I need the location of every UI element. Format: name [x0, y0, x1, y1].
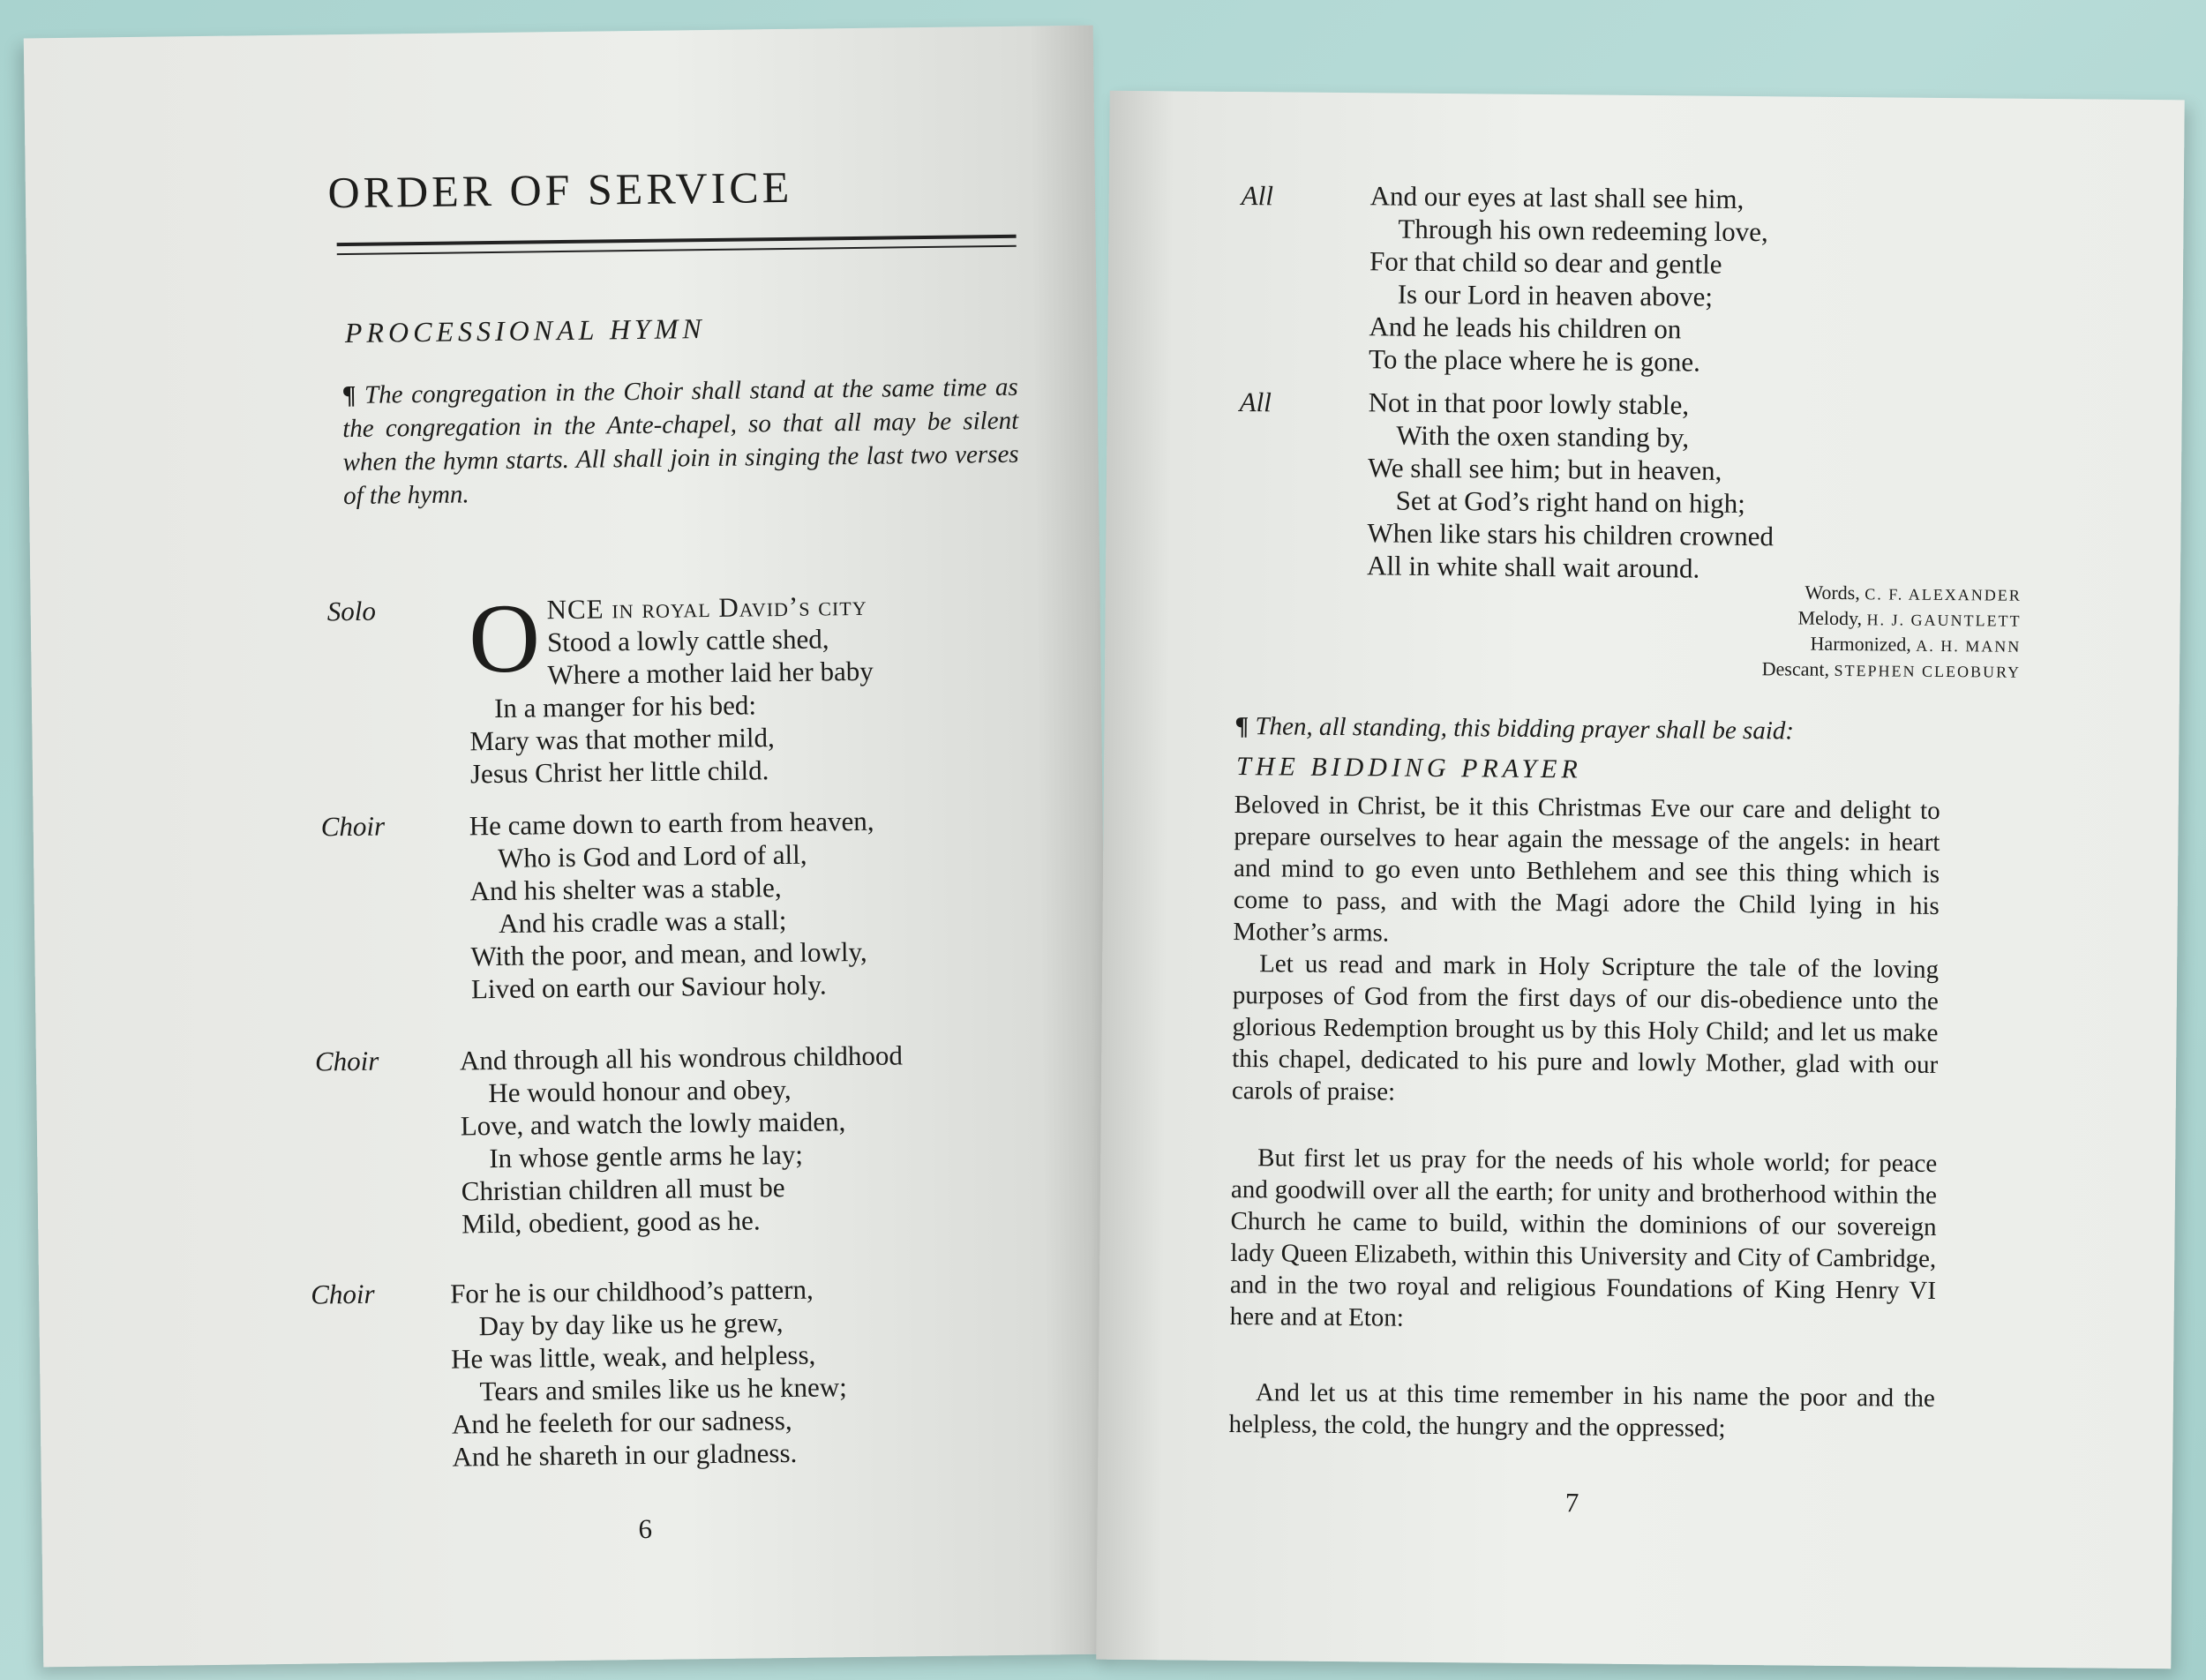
hymn-verse	[468, 583, 874, 790]
verse-line: We shall see him; but in heaven,	[1367, 452, 1722, 486]
verse-line: And his shelter was a stable,	[469, 872, 782, 907]
credit-line	[1762, 631, 2022, 659]
credit-label: Descant,	[1761, 657, 1830, 680]
credit-name: A. H. MANN	[1916, 636, 2022, 656]
verse-line: All in white shall wait around.	[1366, 550, 1700, 584]
page-number: 7	[1564, 1487, 1579, 1519]
credit-line	[1762, 580, 2022, 608]
verse-line: Christian children all must be	[461, 1172, 785, 1207]
verse-speaker: All	[1241, 180, 1274, 212]
hymn-verse	[469, 805, 875, 1006]
verse-line: With the oxen standing by,	[1396, 419, 1690, 454]
verse-line: Who is God and Lord of all,	[497, 838, 807, 874]
pilcrow-mark: ¶	[1234, 711, 1249, 741]
page-number: 6	[638, 1512, 653, 1545]
title-rule-thick	[337, 235, 1017, 246]
rubric-text: Then, all standing, this bidding prayer shall be said:	[1255, 712, 1795, 746]
verse-line: He was little, weak, and helpless,	[450, 1339, 816, 1375]
bidding-rubric	[1234, 709, 1794, 748]
verse-line: And he feeleth for our sadness,	[451, 1404, 792, 1440]
verse-line: Where a mother laid her baby	[547, 655, 874, 691]
bidding-prayer-heading: THE BIDDING PRAYER	[1235, 751, 1582, 784]
verse-speaker: Choir	[320, 810, 386, 843]
credit-name: STEPHEN CLEOBURY	[1834, 661, 2022, 681]
pilcrow-mark: ¶	[341, 380, 356, 410]
verse-line: Tears and smiles like us he knew;	[479, 1371, 847, 1407]
prayer-paragraph	[1232, 948, 1940, 1113]
verse-line: For he is our childhood’s pattern,	[449, 1273, 814, 1309]
hymn-verse	[1369, 179, 1768, 379]
verse-line: Is our Lord in heaven above;	[1397, 278, 1714, 312]
processional-rubric	[342, 371, 1020, 513]
rubric-text: The congregation in the Choir shall stand at the same time as the congregation in the Ante-chapel, so that all may be silent when the hymn starts. All shall join in singing the last two verses of the hymn.	[342, 372, 1019, 511]
verse-speaker: Solo	[326, 595, 377, 627]
verse-line: He would honour and obey,	[488, 1073, 792, 1109]
hymn-credits	[1762, 580, 2022, 685]
verse-line: Lived on earth our Saviour holy.	[470, 969, 827, 1005]
verse-line: To the place where he is gone.	[1368, 343, 1700, 378]
verse-line: And he shareth in our gladness.	[452, 1436, 798, 1473]
verse-line: Set at God’s right hand on high;	[1395, 484, 1745, 520]
paragraph-text: Let us read and mark in Holy Scripture the tale of the loving purposes of God from the first days of our dis-obedience unto the glorious Redemption brought us by this Holy Child; and let us make this chapel, dedicated to his pure and lowly Mother, glad with our carols of praise:	[1231, 949, 1940, 1106]
hymn-verse	[450, 1272, 848, 1473]
verse-line: Mild, obedient, good as he.	[461, 1204, 761, 1240]
page-title: ORDER OF SERVICE	[327, 161, 793, 218]
credit-name: H. J. GAUNTLETT	[1866, 611, 2022, 630]
prayer-paragraph: Beloved in Christ, be it this Christmas Eve our care and delight to prepare ourselves to hear again the message of the angels: in heart and mind to go even unto Bethlehem and see this thing which is come to pass, and with the Magi adore the Child lying in his Mother’s arms.	[1233, 790, 1940, 948]
verse-line: He came down to earth from heaven,	[469, 805, 874, 842]
verse-line: Love, and watch the lowly maiden,	[460, 1106, 846, 1142]
credit-label: Melody,	[1797, 606, 1863, 630]
credit-line	[1762, 656, 2022, 685]
verse-line: Day by day like us he grew,	[478, 1307, 784, 1342]
verse-line: When like stars his children crowned	[1367, 517, 1775, 552]
credit-label: Words,	[1805, 581, 1860, 604]
verse-line: And his cradle was a stall;	[498, 904, 787, 939]
verse-line: Mary was that mother mild,	[469, 722, 775, 757]
processional-hymn-heading: PROCESSIONAL HYMN	[344, 312, 706, 349]
verse-line: And our eyes at last shall see him,	[1369, 180, 1745, 214]
prayer-paragraph	[1228, 1376, 1935, 1446]
verse-line: With the poor, and mean, and lowly,	[470, 935, 867, 972]
verse-line: In whose gentle arms he lay;	[489, 1138, 804, 1174]
verse-line-text: NCE in royal David’s city	[546, 589, 867, 626]
dropcap-letter: O	[468, 583, 541, 694]
verse-speaker: Choir	[310, 1278, 375, 1310]
verse-line: Through his own redeeming love,	[1398, 213, 1768, 248]
credit-line	[1762, 605, 2022, 634]
verse-speaker: Choir	[314, 1045, 379, 1077]
prayer-paragraph	[1230, 1142, 1938, 1339]
right-page	[1096, 91, 2184, 1669]
hymn-verse	[460, 1039, 905, 1240]
credit-label: Harmonized,	[1810, 632, 1911, 656]
paragraph-text: But first let us pray for the needs of his whole world; for peace and goodwill over all the earth; for unity and brotherhood within the Church he came to build, within the dominions of our sovereign lady Queen Elizabeth, within this University and City of Cambridge, and in the two royal and religious Foundations of King Henry VI here and at Eton:	[1229, 1144, 1938, 1332]
hymn-verse	[1367, 386, 1775, 585]
verse-line: For that child so dear and gentle	[1369, 245, 1722, 280]
verse-line: And through all his wondrous childhood	[459, 1039, 904, 1076]
verse-line: In a manger for his bed:	[493, 689, 757, 724]
verse-speaker: All	[1239, 386, 1272, 418]
verse-line: Not in that poor lowly stable,	[1368, 386, 1690, 421]
credit-name: C. F. ALEXANDER	[1865, 585, 2022, 604]
left-page	[24, 26, 1113, 1668]
verse-line: Jesus Christ her little child.	[469, 754, 769, 790]
verse-line: And he leads his children on	[1369, 311, 1682, 345]
title-rule-thin	[337, 245, 1017, 255]
paragraph-text: And let us at this time remember in his name the poor and the helpless, the cold, the hungry and the oppressed;	[1228, 1378, 1936, 1443]
verse-line: Stood a lowly cattle shed,	[546, 623, 829, 658]
